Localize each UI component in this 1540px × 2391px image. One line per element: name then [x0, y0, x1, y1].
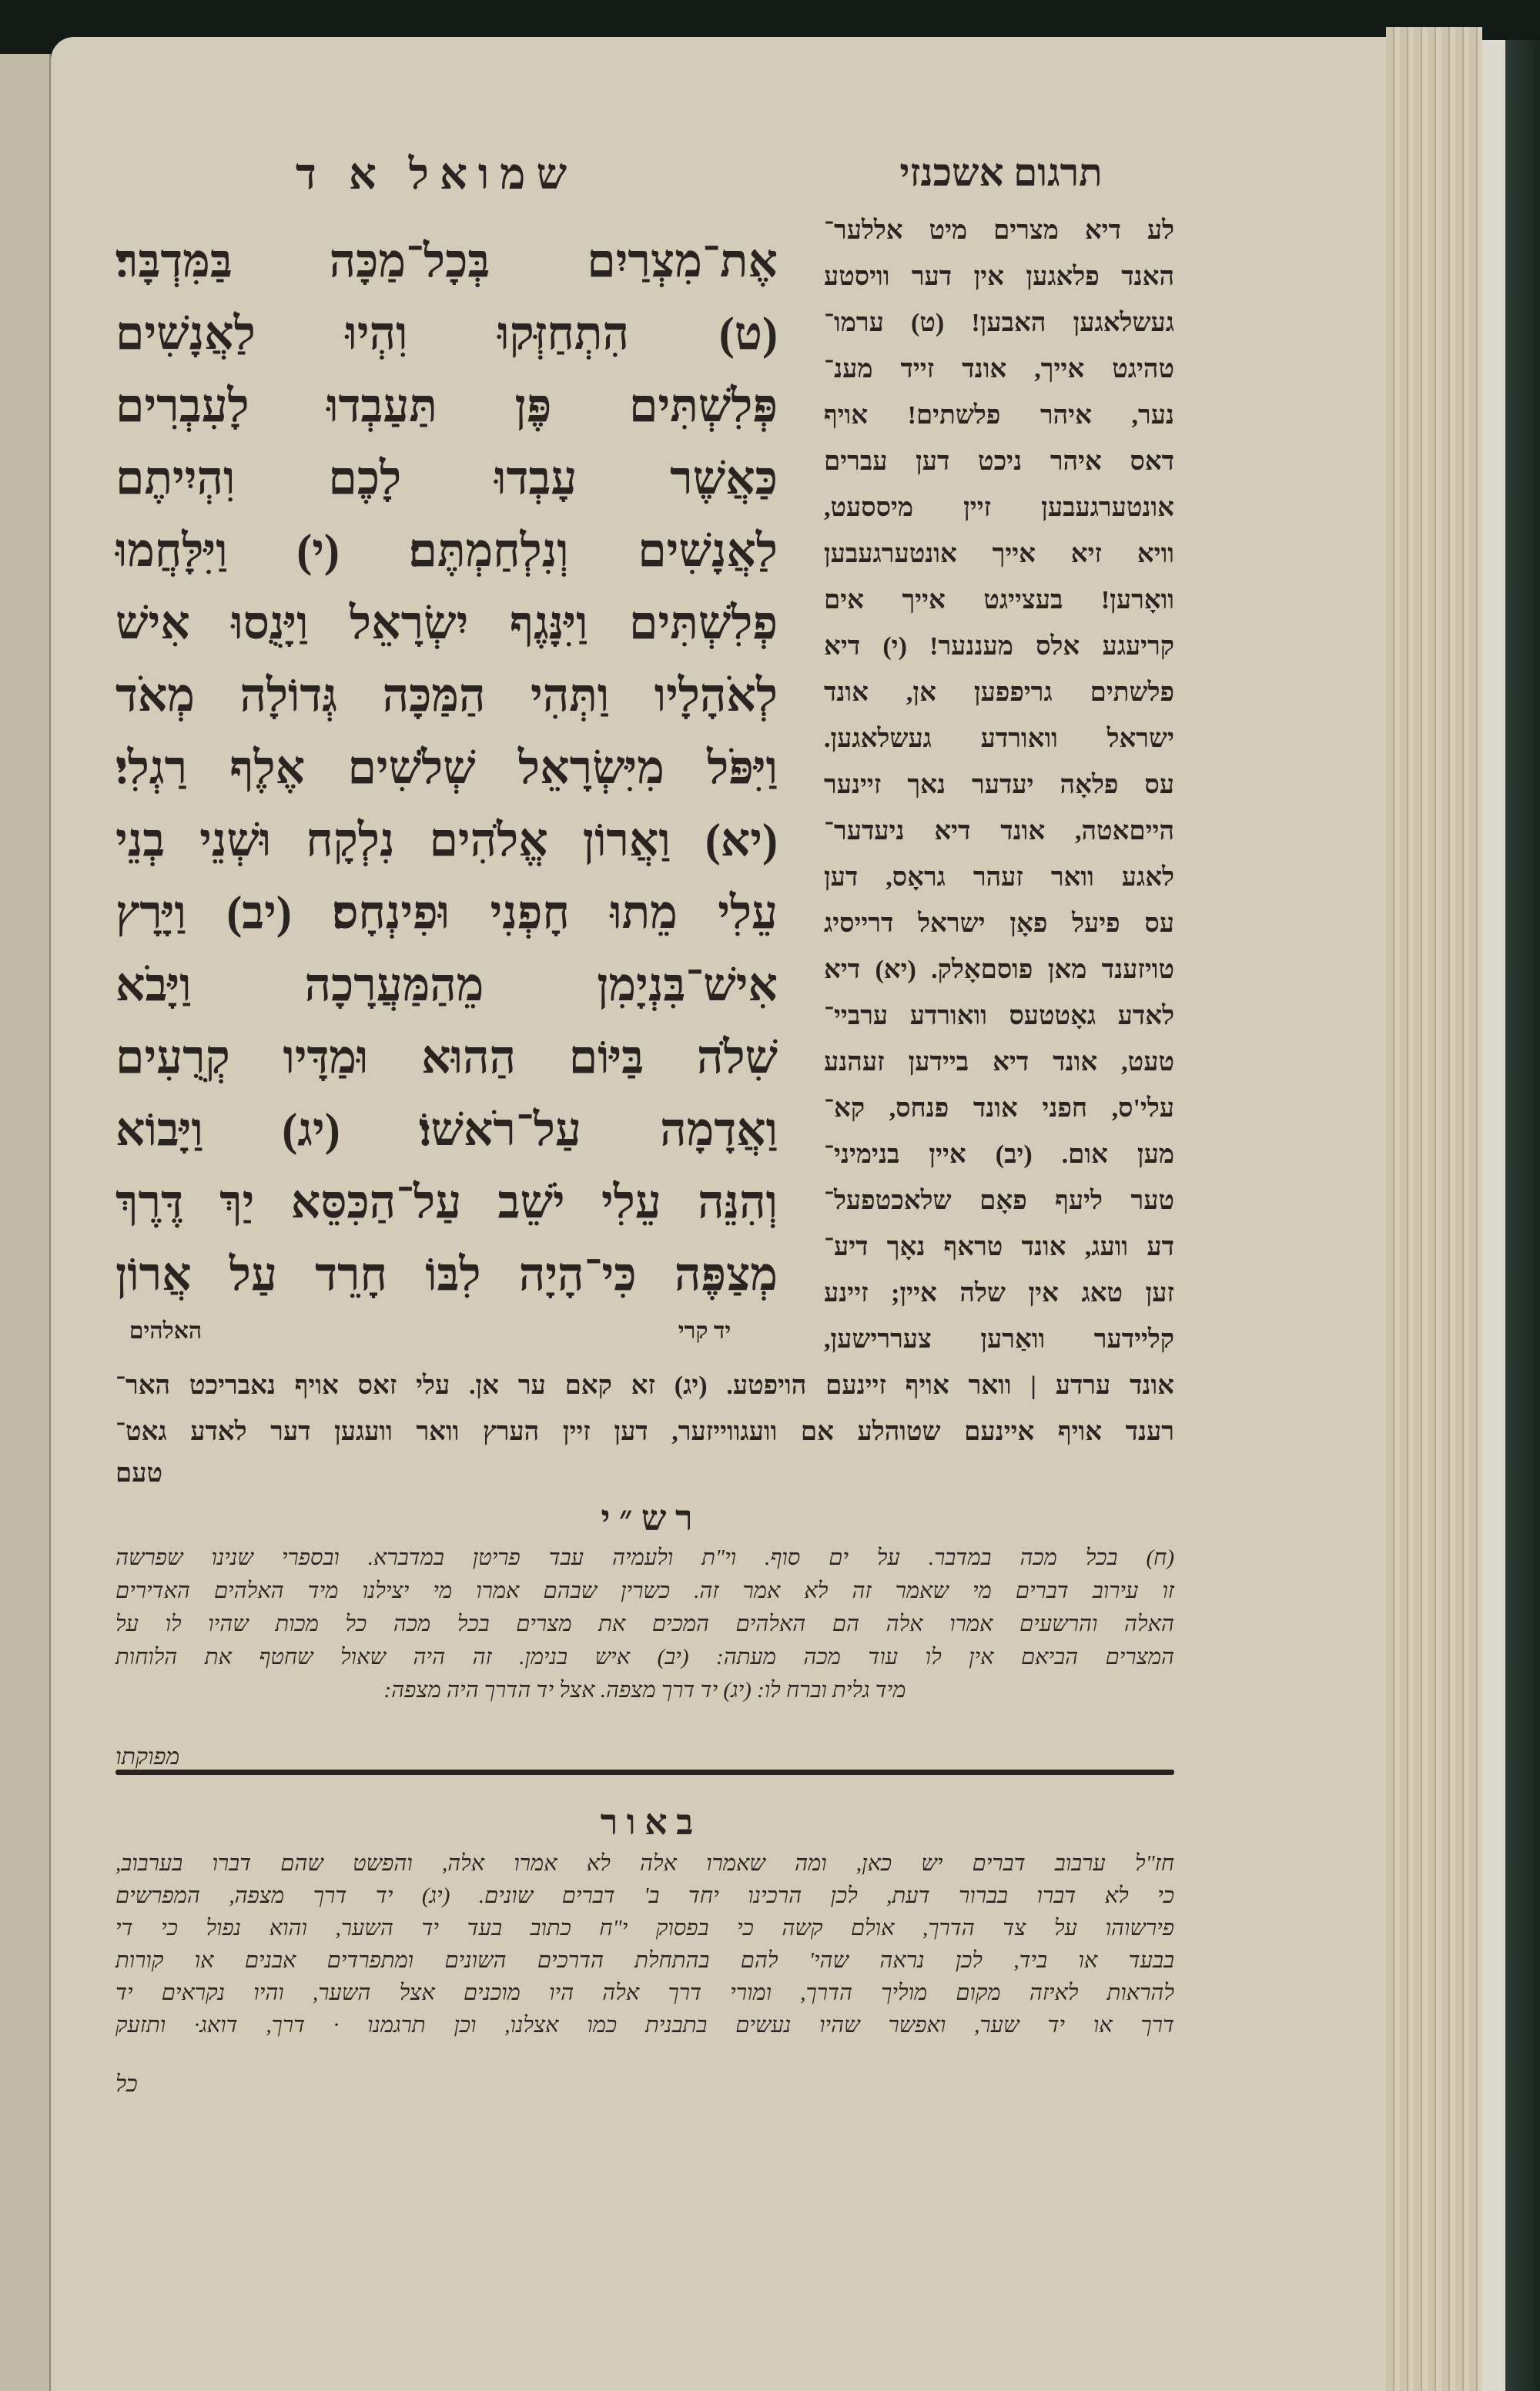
- rashi-line: מיד גלית וברח לו: (יג) יד דרך מצפה. אצל יד הדרך היה מצפה:: [383, 1678, 906, 1703]
- targum-line: טער ליעף פאָם שלאכטפעל־: [824, 1187, 1174, 1215]
- targum-line: וויא זיא אייך אונטערגעבען: [824, 540, 1174, 568]
- scripture-line: עֵלִי מֵתוּ חָפְנִי וּפִינְחָס׃ (יב) וַיָּרָץ: [116, 887, 778, 938]
- biur-line: דרך או יד שער, ואפשר שהיו נעשים בתבנית כמו אצלנו, וכן תרגמנו · דרך, דואג· ותזעק: [116, 2013, 1174, 2038]
- rashi-line: זו עירוב דברים מי שאמר זה לא אמר זה. כשרין שבהם אמרו מי יצילנו מיד האלהים האדירים: [116, 1579, 1174, 1603]
- targum-line: עס פיעל פאָן ישראל דרייסיג: [824, 909, 1174, 938]
- targum-line: פלשתים גריפפען אן, אונד: [824, 678, 1174, 707]
- targum-line: אונטערגעבען זיין מיססעט,: [824, 494, 1174, 522]
- book-title: ש מ ו א ל א ד: [295, 151, 567, 199]
- targum-line: האנד פלאגען אין דער וויסטע: [824, 263, 1174, 291]
- rashi-catchword: מפוקתו: [116, 1744, 180, 1770]
- scripture-line: מְצַפֶּה כִּי־הָיָה לִבּוֹ חָרֵד עַל אֲרוֹן: [116, 1249, 778, 1300]
- biur-line: כי לא דברו בברור דעת, לכן הרכינו יחד ב' דברים שונים. (יג) יד דרך מצפה, המפרשים: [116, 1884, 1174, 1908]
- targum-line: עס פלאָה יעדער נאך זיינער: [824, 771, 1174, 799]
- targum-line: טהיגט אייך, אונד זייד מענ־: [824, 355, 1174, 383]
- targum-line: לע דיא מצרים מיט אללער־: [824, 216, 1174, 245]
- targum-line: רענד אויף איינעם שטוהלע אם וועגווייזער, דען זיין הערץ וואר וועגען דער לאדע גאט־: [116, 1418, 1174, 1446]
- scripture-line: (יא) וַאֲרוֹן אֱלֹהִים נִלְקָח וּשְׁנֵי בְנֵי: [116, 815, 778, 866]
- rashi-line: המצרים הביאם אין לו עוד מכה מעתה: (יב) איש בנימן. זה היה שאול שחטף את הלוחות: [116, 1645, 1174, 1669]
- scripture-line: לַאֲנָשִׁים וְנִלְחַמְתֶּם׃ (י) וַיִּלָּחֲמוּ: [116, 525, 778, 576]
- rashi-title: ר ש ״ י: [601, 1499, 693, 1538]
- rashi-line: (ח) בכל מכה במדבר. על ים סוף. וי"ת ולעמיה עבד פריטן במדברא. ובספרי שנינו שפרשה: [116, 1545, 1174, 1570]
- targum-line: וואָרען! בעצייגט אייך אים: [824, 586, 1174, 614]
- rashi-line: האלה והרשעים אמרו אלה הם האלהים המכים את מצרים בכל מכה כל מכות שהיו לו על: [116, 1612, 1174, 1636]
- targum-line: אונד ערדע | וואר אויף זיינעם הויפטע. (יג) זא קאם ער אן. עלי זאס אויף נאבריכט האר־: [116, 1371, 1174, 1400]
- targum-line: דע וועג, אונד טראף נאָך דיע־: [824, 1233, 1174, 1261]
- targum-title: תרגום אשכנזי: [899, 151, 1103, 194]
- targum-line: טעט, אונד דיא ביידען זעהנע: [824, 1048, 1174, 1077]
- page-edge-light: [1482, 40, 1505, 2391]
- scripture-line: (ט) הִתְחַזְּקוּ וִהְיוּ לַאֲנָשִׁים: [116, 308, 778, 359]
- targum-line: געשלאגען האבען! (ט) ערמו־: [824, 309, 1174, 337]
- marginal-note-haelohim: האלהים: [129, 1318, 203, 1344]
- targum-last-word: טעם: [116, 1459, 162, 1488]
- scripture-line: פְלִשְׁתִּים וַיִּנָּגֶף יִשְׂרָאֵל וַיָּנֻסוּ אִישׁ: [116, 598, 778, 648]
- scripture-line: וַיִּפֹּל מִיִּשְׂרָאֵל שְׁלֹשִׁים אֶלֶף רַגְלִי׃: [116, 742, 778, 793]
- targum-line: ישראל וואורדע געשלאגען.: [824, 725, 1174, 753]
- biur-catchword: כל: [116, 2071, 138, 2097]
- targum-line: טויזענד מאן פוסםאָלק. (יא) דיא: [824, 956, 1174, 984]
- scripture-line: כַּאֲשֶׁר עָבְדוּ לָכֶם וִהְיִיתֶם: [116, 453, 778, 504]
- scripture-line: אֶת־מִצְרַיִם בְּכָל־מַכָּה בַּמִּדְבָּר׃: [116, 236, 778, 286]
- targum-line: קריעגע אלס מעננער! (י) דיא: [824, 632, 1174, 661]
- targum-line: הייםאטה, אונד דיא ניעדער־: [824, 817, 1174, 846]
- targum-line: קליידער וואַרען צעררישען,: [824, 1325, 1174, 1354]
- targum-line: זען טאג אין שלה איין; זיינע: [824, 1279, 1174, 1308]
- scripture-line: אִישׁ־בִּנְיָמִן מֵהַמַּעֲרָכָה וַיָּבֹא: [116, 959, 778, 1010]
- scripture-line: לְאֹהָלָיו וַתְּהִי הַמַּכָּה גְּדוֹלָה מְאֹד: [116, 670, 778, 721]
- section-divider: [116, 1770, 1174, 1775]
- page-edges: [1386, 27, 1482, 2391]
- targum-line: נער, איהר פלשתים! אויף: [824, 401, 1174, 430]
- marginal-note-keri: יד קרי: [678, 1318, 732, 1344]
- targum-line: מען אום. (יב) איין בנימיני־: [824, 1140, 1174, 1169]
- scripture-line: וַאֲדָמָה עַל־רֹאשׁוֹ׃ (יג) וַיָּבוֹא: [116, 1104, 778, 1155]
- biur-line: חז"ל ערבוב דברים יש כאן, ומה שאמרו אלה לא אמרו אלה, והפשט שהם דברו בערבוב,: [116, 1851, 1174, 1876]
- biur-line: להראות לאיזה מקום מוליך הדרך, ומורי דרך אלה היו מוכנים אצל השער, והיו נקראים יד: [116, 1981, 1174, 2005]
- scripture-line: וְהִנֵּה עֵלִי יֹשֵׁב עַל־הַכִּסֵּא יַךְ דֶּרֶךְ: [116, 1177, 778, 1227]
- targum-line: עלי'ס, חפני אונד פנחס, קא־: [824, 1094, 1174, 1123]
- scripture-line: שִׁלֹה בַּיּוֹם הַהוּא וּמַדָּיו קְרֻעִים: [116, 1032, 778, 1083]
- biur-line: בבעד או ביד, לכן נראה שהי' להם בהתחלת הדרכים השונים ומתפרדים אבנים או קורות: [116, 1948, 1174, 1973]
- previous-page-edge: [0, 54, 51, 2391]
- scripture-line: פְּלִשְׁתִּים פֶּן תַּעַבְדוּ לָעִבְרִים: [116, 380, 778, 431]
- targum-line: דאס איהר ניכט דען עברים: [824, 447, 1174, 476]
- biur-title: ב א ו ר: [600, 1803, 694, 1842]
- targum-line: לאדע גאָטטעס וואורדע ערביי־: [824, 1002, 1174, 1030]
- book-cover: [1505, 40, 1540, 2391]
- biur-line: פירשוהו על צד הדרך, אולם קשה כי בפסוק י"ח כתוב בעד יד השער, והוא נפול כי די: [116, 1916, 1174, 1941]
- targum-line: לאגע וואר זעהר גראָס, דען: [824, 863, 1174, 892]
